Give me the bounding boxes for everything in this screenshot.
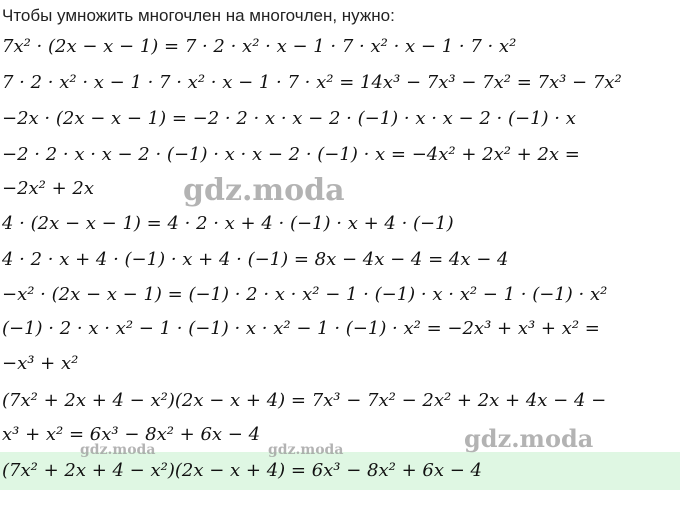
math-line-2: 7 · 2 · x² · x − 1 · 7 · x² · x − 1 · 7 · x² = 14x³ − 7x³ − 7x² = 7x³ − 7x² bbox=[2, 72, 622, 93]
math-line-10: −x³ + x² bbox=[2, 353, 79, 374]
math-line-5: −2x² + 2x bbox=[2, 178, 95, 199]
watermark-small-mid: gdz.moda bbox=[268, 442, 344, 458]
math-line-6: 4 · (2x − x − 1) = 4 · 2 · x + 4 · (−1) · x + 4 · (−1) bbox=[2, 213, 454, 234]
watermark-mid: gdz.moda bbox=[183, 173, 345, 208]
math-line-12: x³ + x² = 6x³ − 8x² + 6x − 4 bbox=[2, 424, 261, 445]
math-line-4: −2 · 2 · x · x − 2 · (−1) · x · x − 2 · (−1) · x = −4x² + 2x² + 2x = bbox=[2, 144, 580, 165]
math-line-9: (−1) · 2 · x · x² − 1 · (−1) · x · x² − 1 · (−1) · x² = −2x³ + x³ + x² = bbox=[2, 318, 600, 339]
intro-text: Чтобы умножить многочлен на многочлен, нужно: bbox=[2, 6, 395, 25]
math-line-3: −2x · (2x − x − 1) = −2 · 2 · x · x − 2 · (−1) · x · x − 2 · (−1) · x bbox=[2, 108, 576, 129]
answer-line: (7x² + 2x + 4 − x²)(2x − x + 4) = 6x³ − 8x² + 6x − 4 bbox=[2, 460, 482, 481]
watermark-right: gdz.moda bbox=[464, 424, 594, 453]
watermark-small-left: gdz.moda bbox=[80, 442, 156, 458]
math-line-7: 4 · 2 · x + 4 · (−1) · x + 4 · (−1) = 8x − 4x − 4 = 4x − 4 bbox=[2, 249, 509, 270]
math-line-11: (7x² + 2x + 4 − x²)(2x − x + 4) = 7x³ − 7x² − 2x² + 2x + 4x − 4 − bbox=[2, 390, 607, 411]
math-line-1: 7x² · (2x − x − 1) = 7 · 2 · x² · x − 1 · 7 · x² · x − 1 · 7 · x² bbox=[2, 36, 517, 57]
math-line-8: −x² · (2x − x − 1) = (−1) · 2 · x · x² − 1 · (−1) · x · x² − 1 · (−1) · x² bbox=[2, 284, 608, 305]
